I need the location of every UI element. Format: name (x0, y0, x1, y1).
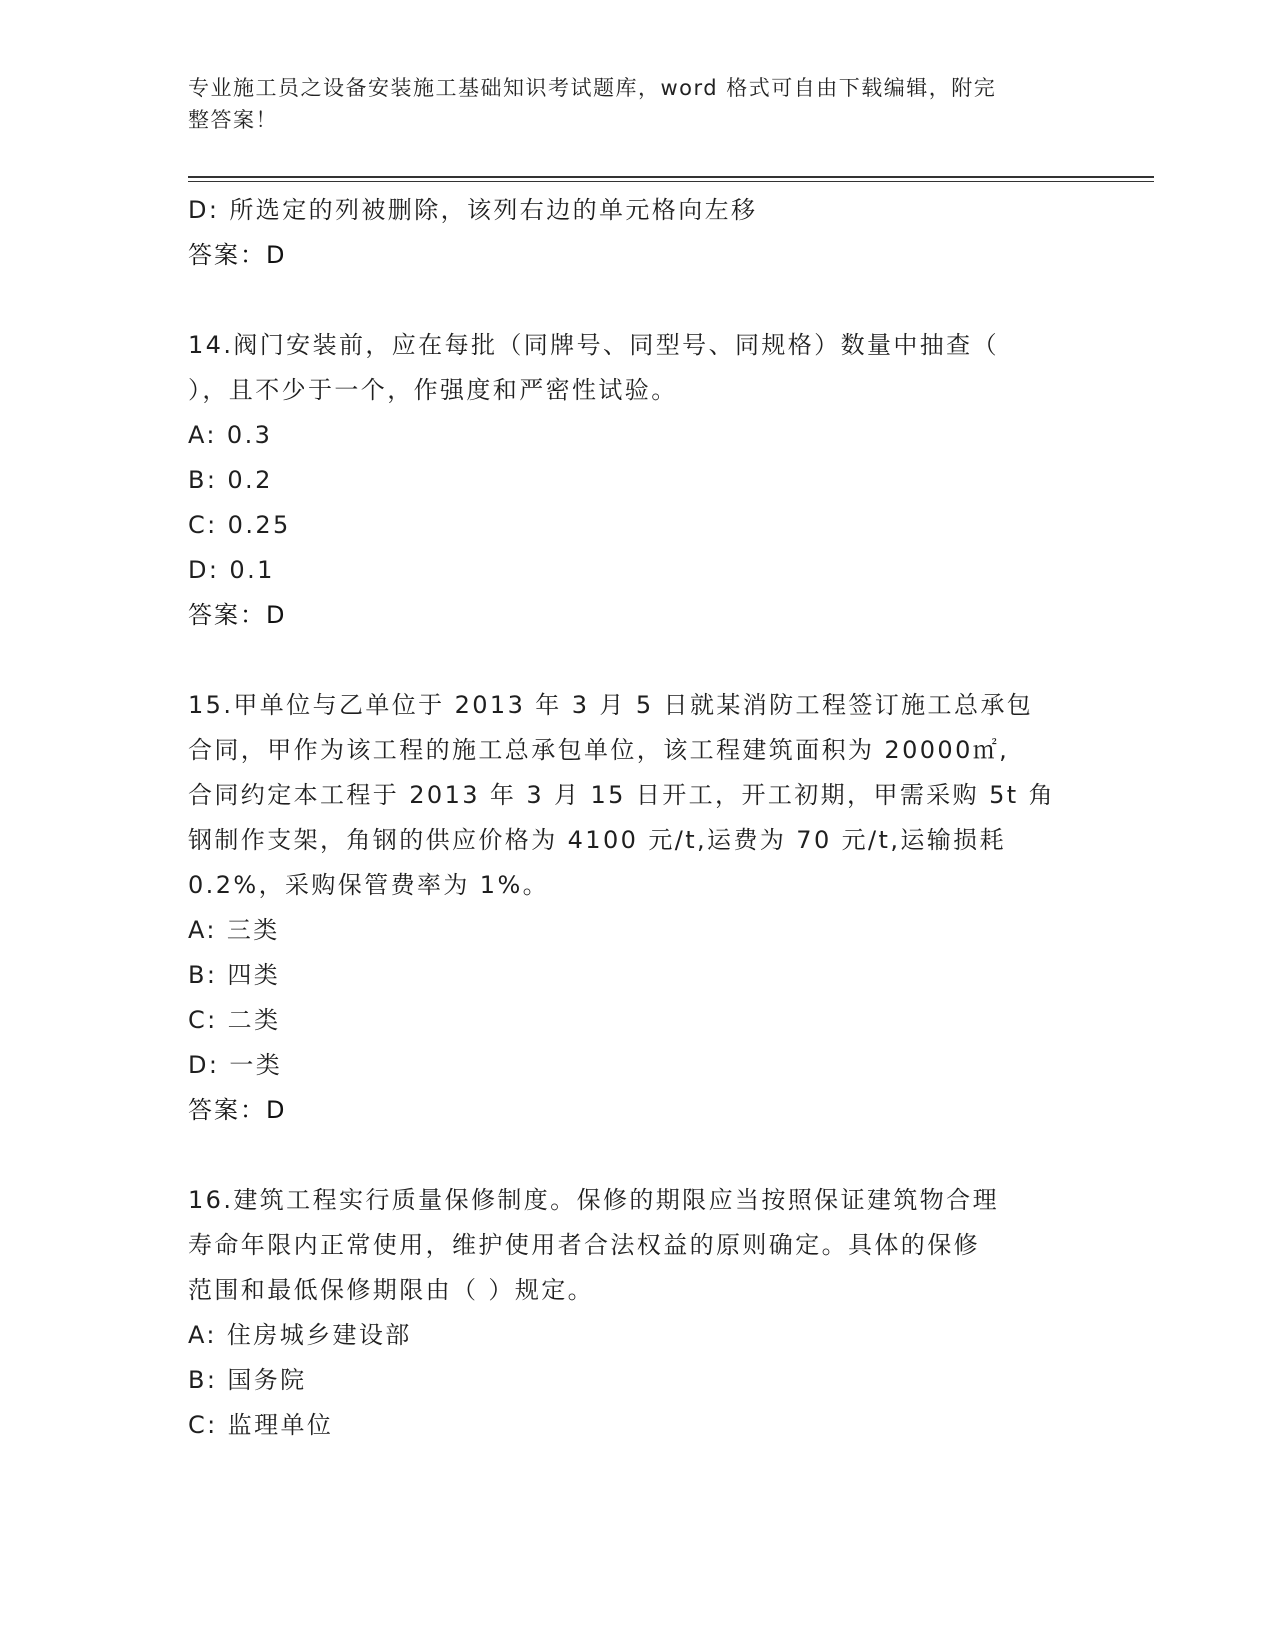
question-text-line: 14.阀门安装前，应在每批（同牌号、同型号、同规格）数量中抽查（ (188, 331, 999, 359)
question-14 (188, 323, 1088, 638)
header-line-2: 整答案！ (188, 108, 278, 132)
option-b: B: 国务院 (188, 1366, 307, 1394)
option-d: D: 0.1 (188, 556, 275, 584)
question-text-line: 寿命年限内正常使用，维护使用者合法权益的原则确定。具体的保修 (188, 1231, 980, 1259)
answer-label: 答案： (188, 241, 266, 269)
spacer (188, 278, 1088, 323)
question-text-line: 钢制作支架，角钢的供应价格为 4100 元/t,运费为 70 元/t,运输损耗 (188, 826, 1006, 854)
spacer (188, 638, 1088, 683)
header-divider-thin (188, 181, 1154, 182)
header-line-1: 专业施工员之设备安装施工基础知识考试题库，word 格式可自由下载编辑，附完 (188, 76, 997, 100)
answer-value: D (266, 1096, 286, 1124)
option-b: B: 四类 (188, 961, 281, 989)
question-text-line: 15.甲单位与乙单位于 2013 年 3 月 5 日就某消防工程签订施工总承包 (188, 691, 1034, 719)
option-c: C: 监理单位 (188, 1411, 334, 1439)
option-a: A: 住房城乡建设部 (188, 1321, 412, 1349)
option-a: A: 0.3 (188, 421, 273, 449)
answer-value: D (266, 241, 286, 269)
option-d: D: 一类 (188, 1051, 283, 1079)
answer-label: 答案： (188, 601, 266, 629)
question-16 (188, 1178, 1088, 1448)
option-d: D: 所选定的列被删除，该列右边的单元格向左移 (188, 196, 758, 224)
question-text-line: 16.建筑工程实行质量保修制度。保修的期限应当按照保证建筑物合理 (188, 1186, 999, 1214)
question-text-line: ），且不少于一个，作强度和严密性试验。 (188, 376, 678, 404)
answer-line (188, 233, 1088, 278)
header-divider-thick (188, 176, 1154, 178)
answer-line (188, 1088, 1088, 1133)
option-c: C: 二类 (188, 1006, 281, 1034)
option-b: B: 0.2 (188, 466, 273, 494)
option-a: A: 三类 (188, 916, 280, 944)
answer-line (188, 593, 1088, 638)
spacer (188, 1133, 1088, 1178)
question-text-line: 合同，甲作为该工程的施工总承包单位，该工程建筑面积为 20000㎡, (188, 736, 1010, 764)
question-15 (188, 683, 1088, 1133)
question-text-line: 合同约定本工程于 2013 年 3 月 15 日开工，开工初期，甲需采购 5t 角 (188, 781, 1055, 809)
question-text-line: 范围和最低保修期限由（ ）规定。 (188, 1276, 595, 1304)
answer-value: D (266, 601, 286, 629)
answer-label: 答案： (188, 1096, 266, 1124)
question-list (188, 188, 1088, 1448)
option-c: C: 0.25 (188, 511, 291, 539)
question-text-line: 0.2%，采购保管费率为 1%。 (188, 871, 550, 899)
document-header (188, 72, 1068, 136)
